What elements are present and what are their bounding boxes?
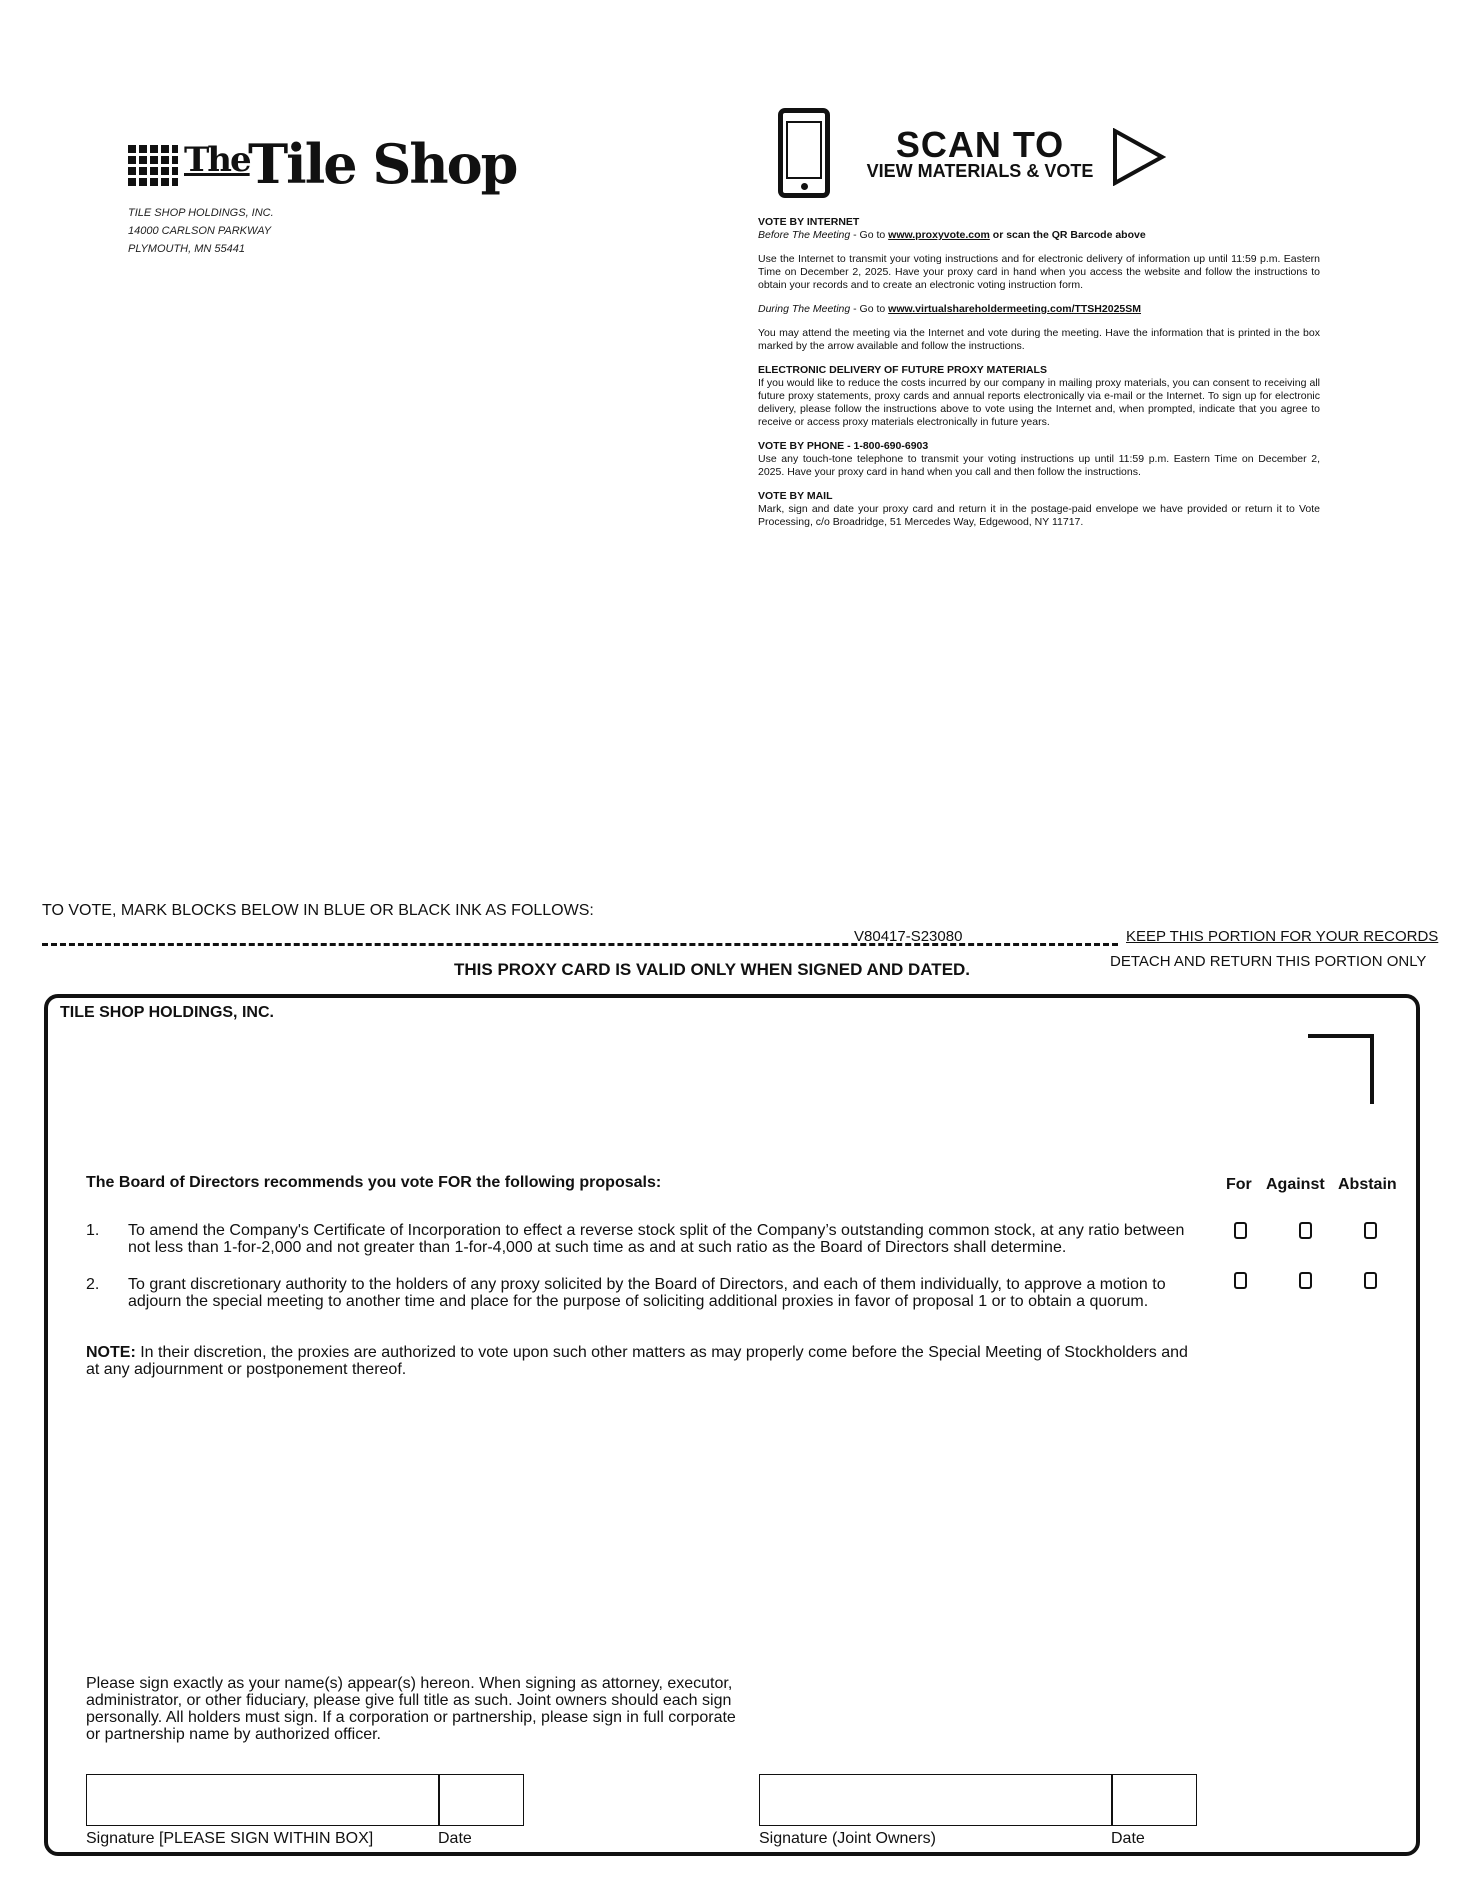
detach-line — [42, 943, 1118, 946]
company-address — [128, 204, 274, 258]
proposal-1-for-checkbox[interactable] — [1234, 1222, 1247, 1239]
validity-notice: THIS PROXY CARD IS VALID ONLY WHEN SIGNED AND DATED. — [454, 960, 971, 979]
card-company-name: TILE SHOP HOLDINGS, INC. — [60, 1004, 274, 1021]
logo-the: The — [184, 140, 250, 180]
during-body: You may attend the meeting via the Internet and vote during the meeting. Have the information that is printed in the box marked by the arrow available and follow the instructions. — [758, 327, 1320, 352]
joint-date-label: Date — [1111, 1830, 1145, 1847]
proposal-1-abstain-checkbox[interactable] — [1364, 1222, 1377, 1239]
signing-instructions: Please sign exactly as your name(s) appear(s) hereon. When signing as attorney, executor, administrator, or other fiduciary, please give full title as such. Joint owners should each sign personally. All holders must sign. If a corporation or partnership, please sign in full corporate or partnership name by authorized officer. — [86, 1675, 736, 1743]
address-line: 14000 CARLSON PARKWAY — [128, 225, 272, 237]
proposal-number: 2. — [86, 1276, 100, 1293]
proposal-2-abstain-checkbox[interactable] — [1364, 1272, 1377, 1289]
column-abstain: Abstain — [1338, 1176, 1397, 1193]
play-arrow-icon — [1112, 128, 1166, 186]
detach-portion-label: DETACH AND RETURN THIS PORTION ONLY — [1110, 953, 1427, 970]
proposal-2-for-checkbox[interactable] — [1234, 1272, 1247, 1289]
joint-signature-box[interactable] — [759, 1774, 1113, 1826]
proposal-1-against-checkbox[interactable] — [1299, 1222, 1312, 1239]
joint-date-box[interactable] — [1111, 1774, 1197, 1826]
proposal-number: 1. — [86, 1222, 100, 1239]
edelivery-body: If you would like to reduce the costs incurred by our company in mailing proxy materials, you can consent to receiving all future proxy statements, proxy cards and annual reports electronically via e-mail or the Internet. To sign up for electronic delivery, please follow the instructions above to vote using the Internet and, when prompted, indicate that you agree to receive or access proxy materials electronically in future years. — [758, 377, 1320, 428]
note-text: In their discretion, the proxies are authorized to vote upon such other matters as may properly come before the Special Meeting of Stockholders and at any adjournment or postponement thereof. — [86, 1344, 1188, 1378]
before-goto: - Go to — [850, 229, 889, 241]
joint-signature-label: Signature (Joint Owners) — [759, 1830, 936, 1847]
internet-body: Use the Internet to transmit your voting instructions and for electronic delivery of information up until 11:59 p.m. Eastern Time on December 2, 2025. Have your proxy card in hand when you access the website and follow the instructions to obtain your records and to create an electronic voting instruction form. — [758, 253, 1320, 291]
during-goto: - Go to — [850, 303, 889, 315]
keep-portion-label: KEEP THIS PORTION FOR YOUR RECORDS — [1126, 928, 1439, 945]
company-logo — [128, 132, 548, 200]
phone-body: Use any touch-tone telephone to transmit your voting instructions up until 11:59 p.m. Eastern Time on December 2, 2025. Have your proxy card in hand when you call and then follow the instructions. — [758, 453, 1320, 478]
note-label: NOTE: — [86, 1344, 136, 1361]
during-meeting-label: During The Meeting — [758, 303, 851, 315]
address-line: PLYMOUTH, MN 55441 — [128, 243, 245, 255]
date-box[interactable] — [438, 1774, 524, 1826]
proposal-2-against-checkbox[interactable] — [1299, 1272, 1312, 1289]
address-line: TILE SHOP HOLDINGS, INC. — [128, 207, 274, 219]
corner-mark — [1308, 1034, 1374, 1104]
before-rest: or scan the QR Barcode above — [989, 229, 1146, 241]
scan-title: SCAN TO — [895, 124, 1065, 165]
date-label: Date — [438, 1830, 472, 1847]
mail-body: Mark, sign and date your proxy card and return it in the postage-paid envelope we have provided or return it to Vote Processing, c/o Broadridge, 51 Mercedes Way, Edgewood, NY 11717. — [758, 503, 1320, 528]
signature-box[interactable] — [86, 1774, 440, 1826]
voting-instructions — [758, 216, 1320, 540]
column-against: Against — [1266, 1176, 1325, 1193]
board-recommendation: The Board of Directors recommends you vote FOR the following proposals: — [86, 1174, 662, 1191]
logo-name: Tile Shop — [248, 132, 517, 196]
column-for: For — [1226, 1176, 1252, 1193]
proposal-text: To amend the Company's Certificate of Incorporation to effect a reverse stock split of the Company’s outstanding common stock, at any ratio between not less than 1-for-2,000 and not greater than 1-for-4,000 at such time as and at such ratio as the Board of Directors shall determine. — [128, 1222, 1185, 1256]
proposal-text: To grant discretionary authority to the holders of any proxy solicited by the Board of Directors, and each of them individually, to approve a motion to adjourn the special meeting to another time and place for the purpose of soliciting additional proxies in favor of proposal 1 or to obtain a quorum. — [128, 1276, 1166, 1310]
proxyvote-link[interactable]: www.proxyvote.com — [888, 229, 990, 241]
internet-heading: VOTE BY INTERNET — [758, 216, 860, 228]
scan-subtitle: VIEW MATERIALS & VOTE — [866, 161, 1094, 181]
signature-label: Signature [PLEASE SIGN WITHIN BOX] — [86, 1830, 374, 1847]
note-paragraph — [86, 1344, 1200, 1378]
phone-heading: VOTE BY PHONE - 1-800-690-6903 — [758, 440, 929, 452]
smartphone-icon — [778, 108, 830, 198]
edelivery-heading: ELECTRONIC DELIVERY OF FUTURE PROXY MATERIALS — [758, 364, 1047, 376]
before-meeting-label: Before The Meeting — [758, 229, 851, 241]
tile-grid-icon — [128, 144, 178, 186]
to-vote-instruction: TO VOTE, MARK BLOCKS BELOW IN BLUE OR BLACK INK AS FOLLOWS: — [42, 902, 594, 919]
mail-heading: VOTE BY MAIL — [758, 490, 833, 502]
control-code: V80417-S23080 — [854, 928, 963, 945]
virtual-meeting-link[interactable]: www.virtualshareholdermeeting.com/TTSH2025SM — [888, 303, 1142, 315]
